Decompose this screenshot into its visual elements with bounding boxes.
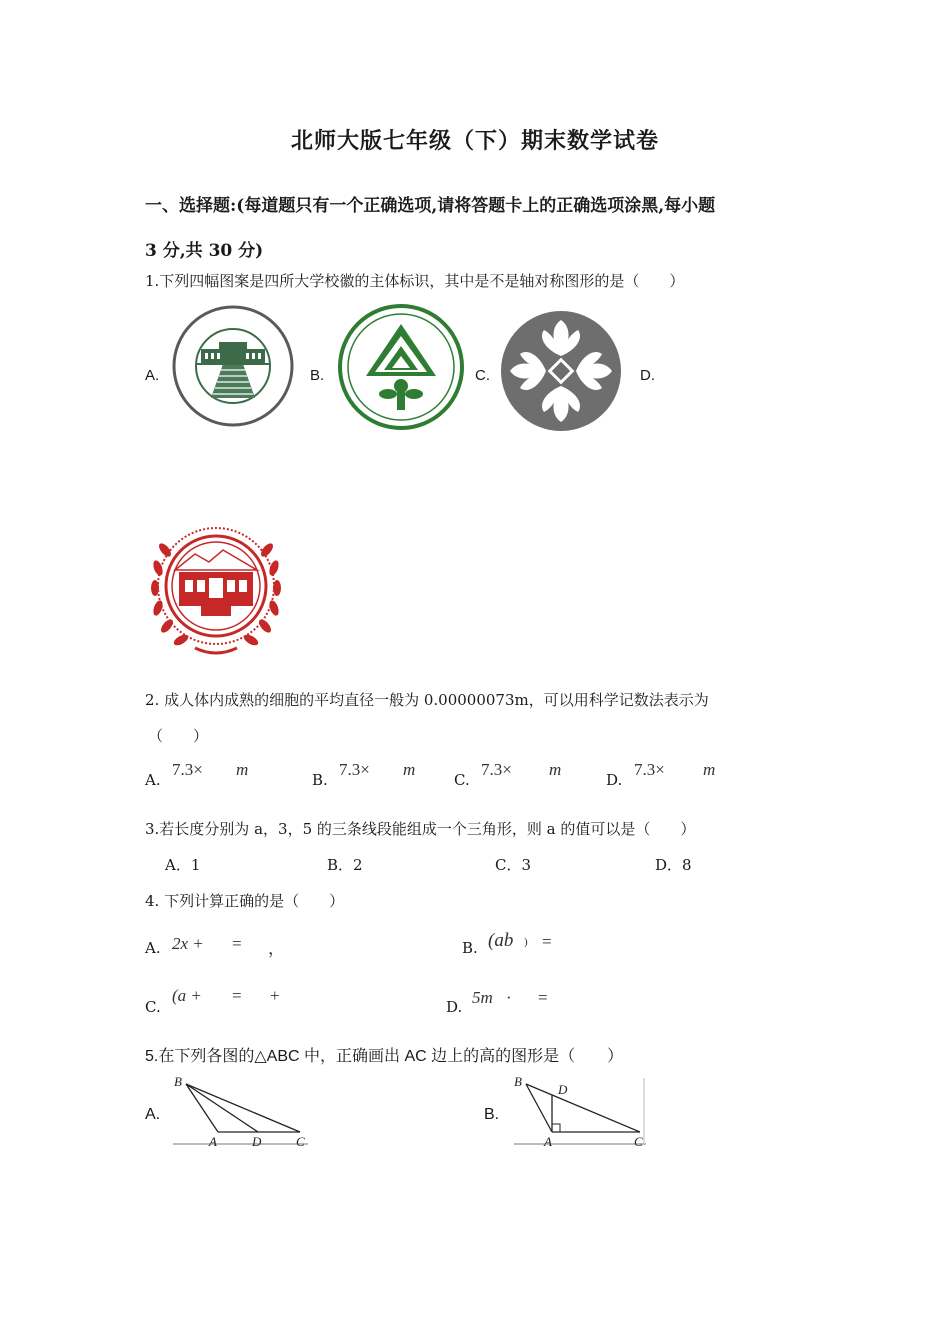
- q4-option-b-expr-1: (ab: [488, 930, 514, 951]
- q2-option-b-label: B.: [312, 771, 328, 789]
- q4-option-a-expr-2: =: [232, 934, 242, 953]
- q4-option-c-expr-3: +: [270, 986, 280, 1005]
- fig-b-label-b: B: [514, 1074, 522, 1089]
- page-title: 北师大版七年级（下）期末数学试卷: [290, 128, 659, 154]
- q2-option-a-coef: 7.3×: [172, 760, 203, 779]
- q2-option-b-unit: m: [403, 760, 416, 779]
- q1-emblem-b-image: [336, 302, 466, 432]
- q2-option-d-label: D.: [606, 771, 623, 789]
- q2-option-c-label: C.: [454, 771, 470, 789]
- q1-emblem-a-image: [171, 304, 295, 428]
- fig-b-label-a: A: [544, 1134, 552, 1149]
- q4-option-d-expr-2: ·: [506, 988, 512, 1007]
- q2-option-a-label: A.: [145, 771, 161, 789]
- fig-a-label-b: B: [174, 1074, 182, 1089]
- q2-option-c-coef: 7.3×: [481, 760, 512, 779]
- question-5-stem: 5.在下列各图的△ABC 中，正确画出 AC 边上的高的图形是（ ）: [145, 1048, 624, 1065]
- q4-option-d-expr-1: 5m: [472, 988, 493, 1007]
- q1-option-a-label: A.: [145, 367, 160, 384]
- q4-option-a-expr-1: 2x +: [172, 934, 204, 953]
- q4-option-a-label: A.: [145, 939, 161, 957]
- q4-option-c-label: C.: [145, 998, 161, 1016]
- q1-option-c-label: C.: [475, 367, 490, 384]
- q3-option-c: C．3: [495, 856, 532, 874]
- q4-option-d-label: D.: [446, 998, 463, 1016]
- question-1-stem: 1.下列四幅图案是四所大学校徽的主体标识，其中是不是轴对称图形的是（ ）: [145, 272, 685, 290]
- q4-option-d-expr-3: =: [538, 988, 548, 1007]
- q2-option-d-unit: m: [703, 760, 716, 779]
- q4-option-b-expr-2: ): [524, 936, 528, 948]
- q1-option-d-label: D.: [640, 367, 655, 384]
- q1-emblem-c-image: [500, 310, 622, 432]
- question-3-stem: 3.若长度分别为 a，3，5 的三条线段能组成一个三角形，则 a 的值可以是（ ）: [145, 820, 696, 838]
- question-2-paren: （ ）: [148, 727, 209, 745]
- fig-a-label-d: D: [252, 1134, 262, 1149]
- fig-b-label-d: D: [558, 1082, 568, 1097]
- q5-option-b-label: B.: [484, 1106, 500, 1123]
- section-heading-cont: 3 分,共 30 分): [145, 241, 264, 261]
- q5-figure-a: [168, 1070, 313, 1150]
- fig-a-label-a: A: [209, 1134, 217, 1149]
- fig-b-label-c: C: [634, 1134, 643, 1149]
- q4-option-b-expr-3: =: [542, 932, 552, 951]
- section-heading: 一、选择题:(每道题只有一个正确选项,请将答题卡上的正确选项涂黑,每小题: [145, 196, 716, 216]
- q2-option-c-unit: m: [549, 760, 562, 779]
- question-4-stem: 4. 下列计算正确的是（ ）: [145, 892, 345, 910]
- q5-figure-b: [508, 1070, 653, 1150]
- q2-option-d-coef: 7.3×: [634, 760, 665, 779]
- q4-option-a-expr-3: ，: [268, 939, 285, 958]
- q2-option-b-coef: 7.3×: [339, 760, 370, 779]
- q1-emblem-d-image: [145, 518, 287, 660]
- q1-option-b-label: B.: [310, 367, 325, 384]
- q5-option-a-label: A.: [145, 1106, 161, 1123]
- q3-option-d: D．8: [655, 856, 692, 874]
- q3-option-a: A．1: [165, 856, 201, 874]
- fig-a-label-c: C: [296, 1134, 305, 1149]
- q4-option-c-expr-2: =: [232, 986, 242, 1005]
- q4-option-b-label: B.: [462, 939, 478, 957]
- q4-option-c-expr-1: (a +: [172, 986, 202, 1005]
- q2-option-a-unit: m: [236, 760, 249, 779]
- q3-option-b: B．2: [327, 856, 363, 874]
- question-2-stem: 2. 成人体内成熟的细胞的平均直径一般为 0.00000073m，可以用科学记数法表示为: [145, 691, 709, 709]
